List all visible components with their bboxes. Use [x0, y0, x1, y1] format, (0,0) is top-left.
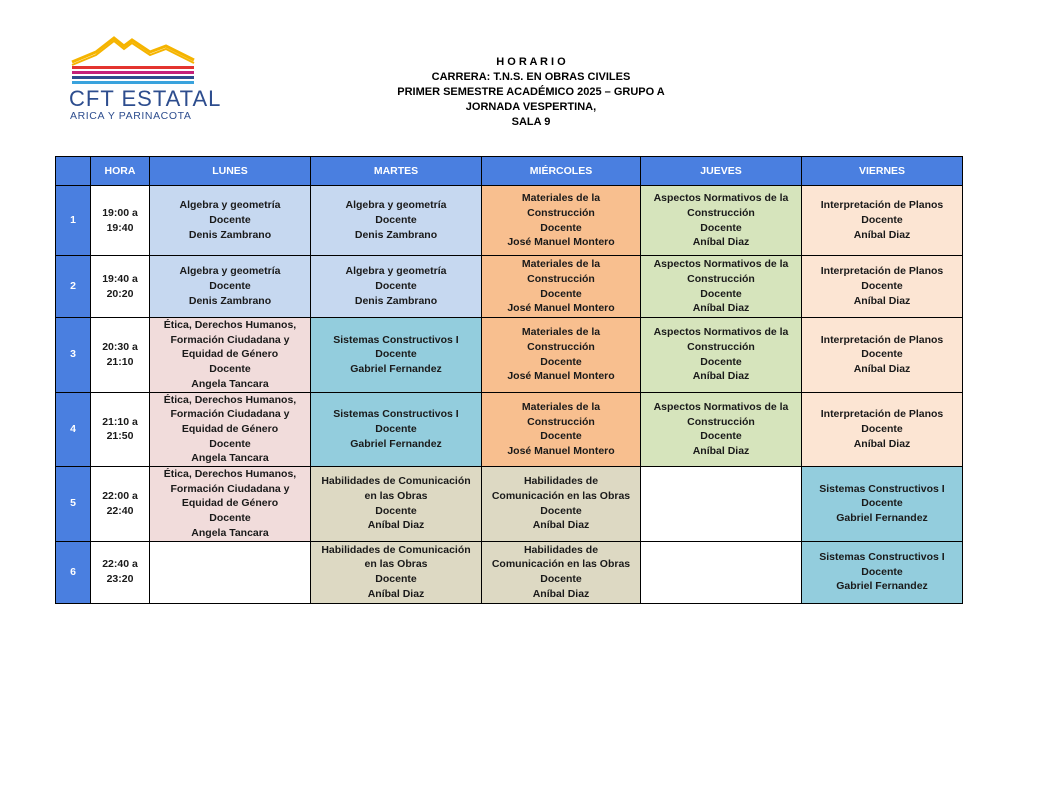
- header-num: [56, 157, 91, 186]
- cell-line: Aspectos Normativos de la: [653, 258, 789, 271]
- cell-line: Docente: [209, 214, 251, 227]
- cell-line: Materiales de la: [521, 326, 601, 339]
- class-cell-martes: [311, 467, 482, 542]
- cell-line: Interpretación de Planos: [820, 199, 944, 212]
- cell-line: Construcción: [527, 341, 595, 354]
- cell-line: Aníbal Diaz: [692, 236, 750, 249]
- cell-line: Docente: [375, 214, 417, 227]
- class-cell-viernes: [802, 256, 963, 318]
- cell-line: José Manuel Montero: [507, 370, 615, 383]
- cell-line: Docente: [209, 363, 251, 376]
- cell-line: Aníbal Diaz: [367, 519, 425, 532]
- class-cell-martes: [311, 256, 482, 318]
- header-room: SALA 9: [511, 116, 551, 128]
- cell-line: Docente: [375, 422, 417, 435]
- header-lunes: LUNES: [150, 157, 311, 186]
- cell-line: Formación Ciudadana y: [170, 333, 290, 346]
- cell-line: en las Obras: [364, 490, 428, 503]
- cell-line: 22:00 a: [102, 490, 138, 503]
- class-cell-lunes: [150, 392, 311, 467]
- cell-line: Habilidades de Comunicación: [321, 543, 471, 556]
- cell-line: Aníbal Diaz: [692, 302, 750, 315]
- header-hora: HORA: [91, 157, 150, 186]
- cell-line: Gabriel Fernandez: [836, 580, 928, 593]
- cell-line: Ética, Derechos Humanos,: [163, 468, 297, 481]
- header-row: [56, 157, 963, 186]
- schedule-row: [56, 392, 963, 467]
- header-jueves: JUEVES: [641, 157, 802, 186]
- class-cell-lunes: [150, 186, 311, 256]
- logo-subtitle: ARICA Y PARINACOTA: [70, 110, 192, 122]
- row-number: 6: [56, 541, 91, 603]
- cell-line: Docente: [700, 430, 742, 443]
- cell-line: Sistemas Constructivos I: [819, 482, 945, 495]
- cell-line: José Manuel Montero: [507, 236, 615, 249]
- cell-line: Equidad de Género: [181, 422, 279, 435]
- schedule-table: [55, 156, 963, 604]
- cell-line: Aníbal Diaz: [853, 437, 911, 450]
- cell-line: Docente: [861, 422, 903, 435]
- cell-line: Docente: [861, 280, 903, 293]
- cell-line: Docente: [700, 221, 742, 234]
- cft-logo: [66, 30, 222, 122]
- cell-line: Materiales de la: [521, 258, 601, 271]
- cell-line: Docente: [540, 287, 582, 300]
- cell-line: Construcción: [527, 272, 595, 285]
- header-semester: PRIMER SEMESTRE ACADÉMICO 2025 – GRUPO A: [397, 86, 665, 98]
- cell-line: Angela Tancara: [191, 526, 269, 539]
- class-cell-jueves: [641, 541, 802, 603]
- cell-line: Aspectos Normativos de la: [653, 192, 789, 205]
- cell-line: Ética, Derechos Humanos,: [163, 393, 297, 406]
- cell-line: Habilidades de Comunicación: [321, 475, 471, 488]
- cell-line: Docente: [375, 504, 417, 517]
- cell-line: 22:40 a: [102, 558, 138, 571]
- cell-line: Angela Tancara: [191, 377, 269, 390]
- cell-line: Docente: [540, 573, 582, 586]
- row-number: 4: [56, 392, 91, 467]
- cell-line: 19:00 a: [102, 206, 138, 219]
- cell-line: Docente: [861, 214, 903, 227]
- row-number: 2: [56, 256, 91, 318]
- cell-line: Construcción: [687, 272, 755, 285]
- cell-line: Algebra y geometría: [179, 265, 281, 278]
- class-cell-martes: [311, 318, 482, 393]
- cell-line: Algebra y geometría: [345, 199, 447, 212]
- cell-line: Denis Zambrano: [188, 228, 272, 241]
- cell-line: Docente: [209, 280, 251, 293]
- header-shift: JORNADA VESPERTINA,: [465, 101, 597, 113]
- cell-line: Habilidades de: [523, 543, 599, 556]
- schedule-row: [56, 541, 963, 603]
- class-cell-miercoles: [482, 541, 641, 603]
- cell-line: Formación Ciudadana y: [170, 408, 290, 421]
- cell-line: Equidad de Género: [181, 497, 279, 510]
- cell-line: Aspectos Normativos de la: [653, 400, 789, 413]
- cell-line: 20:20: [106, 287, 134, 300]
- cell-line: Gabriel Fernandez: [350, 437, 442, 450]
- cell-line: Aníbal Diaz: [532, 519, 590, 532]
- cell-line: José Manuel Montero: [507, 302, 615, 315]
- cell-line: Sistemas Constructivos I: [333, 408, 459, 421]
- cell-line: 19:40: [106, 221, 134, 234]
- cell-line: Sistemas Constructivos I: [333, 333, 459, 346]
- cell-line: Habilidades de: [523, 475, 599, 488]
- cell-line: Docente: [700, 355, 742, 368]
- cell-line: 23:20: [106, 573, 134, 586]
- cell-line: Docente: [375, 280, 417, 293]
- cell-line: Aníbal Diaz: [692, 444, 750, 457]
- class-cell-miercoles: [482, 318, 641, 393]
- cell-line: Interpretación de Planos: [820, 265, 944, 278]
- cell-line: Aníbal Diaz: [367, 587, 425, 600]
- cell-line: Sistemas Constructivos I: [819, 550, 945, 563]
- cell-line: Docente: [375, 573, 417, 586]
- cell-line: Materiales de la: [521, 192, 601, 205]
- class-cell-lunes: [150, 541, 311, 603]
- time-cell: [91, 467, 150, 542]
- class-cell-viernes: [802, 541, 963, 603]
- mountain-logo-icon: [70, 32, 198, 84]
- cell-line: Construcción: [687, 415, 755, 428]
- class-cell-viernes: [802, 467, 963, 542]
- cell-line: Construcción: [687, 206, 755, 219]
- cell-line: 19:40 a: [102, 272, 138, 285]
- class-cell-miercoles: [482, 256, 641, 318]
- row-number: 1: [56, 186, 91, 256]
- logo-name: CFT ESTATAL: [69, 86, 222, 111]
- cell-line: Docente: [540, 221, 582, 234]
- class-cell-miercoles: [482, 392, 641, 467]
- cell-line: Docente: [861, 565, 903, 578]
- cell-line: Gabriel Fernandez: [350, 363, 442, 376]
- cell-line: Construcción: [527, 206, 595, 219]
- cell-line: Docente: [209, 512, 251, 525]
- cell-line: Aníbal Diaz: [853, 294, 911, 307]
- cell-line: 21:10: [106, 355, 134, 368]
- class-cell-viernes: [802, 392, 963, 467]
- class-cell-jueves: [641, 318, 802, 393]
- document-header: [300, 55, 762, 130]
- schedule-row: [56, 256, 963, 318]
- cell-line: 22:40: [106, 504, 134, 517]
- cell-line: Comunicación en las Obras: [491, 490, 631, 503]
- row-number: 3: [56, 318, 91, 393]
- cell-line: en las Obras: [364, 558, 428, 571]
- cell-line: Formación Ciudadana y: [170, 482, 290, 495]
- cell-line: Docente: [540, 355, 582, 368]
- class-cell-jueves: [641, 186, 802, 256]
- cell-line: 21:10 a: [102, 415, 138, 428]
- cell-line: Docente: [209, 437, 251, 450]
- cell-line: Interpretación de Planos: [820, 408, 944, 421]
- class-cell-miercoles: [482, 467, 641, 542]
- cell-line: Interpretación de Planos: [820, 333, 944, 346]
- schedule-row: [56, 318, 963, 393]
- schedule-row: [56, 467, 963, 542]
- time-cell: [91, 392, 150, 467]
- cell-line: Aspectos Normativos de la: [653, 326, 789, 339]
- cell-line: José Manuel Montero: [507, 444, 615, 457]
- cell-line: Aníbal Diaz: [692, 370, 750, 383]
- cell-line: 20:30 a: [102, 341, 138, 354]
- class-cell-martes: [311, 392, 482, 467]
- header-career: CARRERA: T.N.S. EN OBRAS CIVILES: [431, 71, 631, 83]
- class-cell-jueves: [641, 256, 802, 318]
- time-cell: [91, 541, 150, 603]
- cell-line: Construcción: [527, 415, 595, 428]
- header-martes: MARTES: [311, 157, 482, 186]
- cell-line: Aníbal Diaz: [853, 228, 911, 241]
- time-cell: [91, 256, 150, 318]
- cell-line: Ética, Derechos Humanos,: [163, 319, 297, 331]
- class-cell-martes: [311, 541, 482, 603]
- cell-line: Gabriel Fernandez: [836, 512, 928, 525]
- cell-line: Angela Tancara: [191, 452, 269, 465]
- cell-line: Docente: [375, 348, 417, 361]
- class-cell-miercoles: [482, 186, 641, 256]
- cell-line: Comunicación en las Obras: [491, 558, 631, 571]
- schedule-row: [56, 186, 963, 256]
- cell-line: Denis Zambrano: [188, 294, 272, 307]
- cell-line: Materiales de la: [521, 400, 601, 413]
- class-cell-viernes: [802, 318, 963, 393]
- cell-line: Aníbal Diaz: [532, 587, 590, 600]
- header-miercoles: MIÉRCOLES: [482, 157, 641, 186]
- cell-line: Algebra y geometría: [345, 265, 447, 278]
- cell-line: Aníbal Diaz: [853, 363, 911, 376]
- header-title: H O R A R I O: [496, 56, 566, 68]
- cell-line: Docente: [540, 430, 582, 443]
- time-cell: [91, 318, 150, 393]
- class-cell-jueves: [641, 392, 802, 467]
- class-cell-martes: [311, 186, 482, 256]
- time-cell: [91, 186, 150, 256]
- cell-line: Equidad de Género: [181, 348, 279, 361]
- cell-line: Construcción: [687, 341, 755, 354]
- cell-line: Docente: [861, 497, 903, 510]
- cell-line: 21:50: [106, 430, 134, 443]
- class-cell-jueves: [641, 467, 802, 542]
- class-cell-lunes: [150, 467, 311, 542]
- cell-line: Denis Zambrano: [354, 228, 438, 241]
- header-viernes: VIERNES: [802, 157, 963, 186]
- schedule-body: [56, 186, 963, 604]
- class-cell-viernes: [802, 186, 963, 256]
- cell-line: Denis Zambrano: [354, 294, 438, 307]
- cell-line: Algebra y geometría: [179, 199, 281, 212]
- row-number: 5: [56, 467, 91, 542]
- class-cell-lunes: [150, 256, 311, 318]
- cell-line: Docente: [861, 348, 903, 361]
- class-cell-lunes: [150, 318, 311, 393]
- cell-line: Docente: [540, 504, 582, 517]
- cell-line: Docente: [700, 287, 742, 300]
